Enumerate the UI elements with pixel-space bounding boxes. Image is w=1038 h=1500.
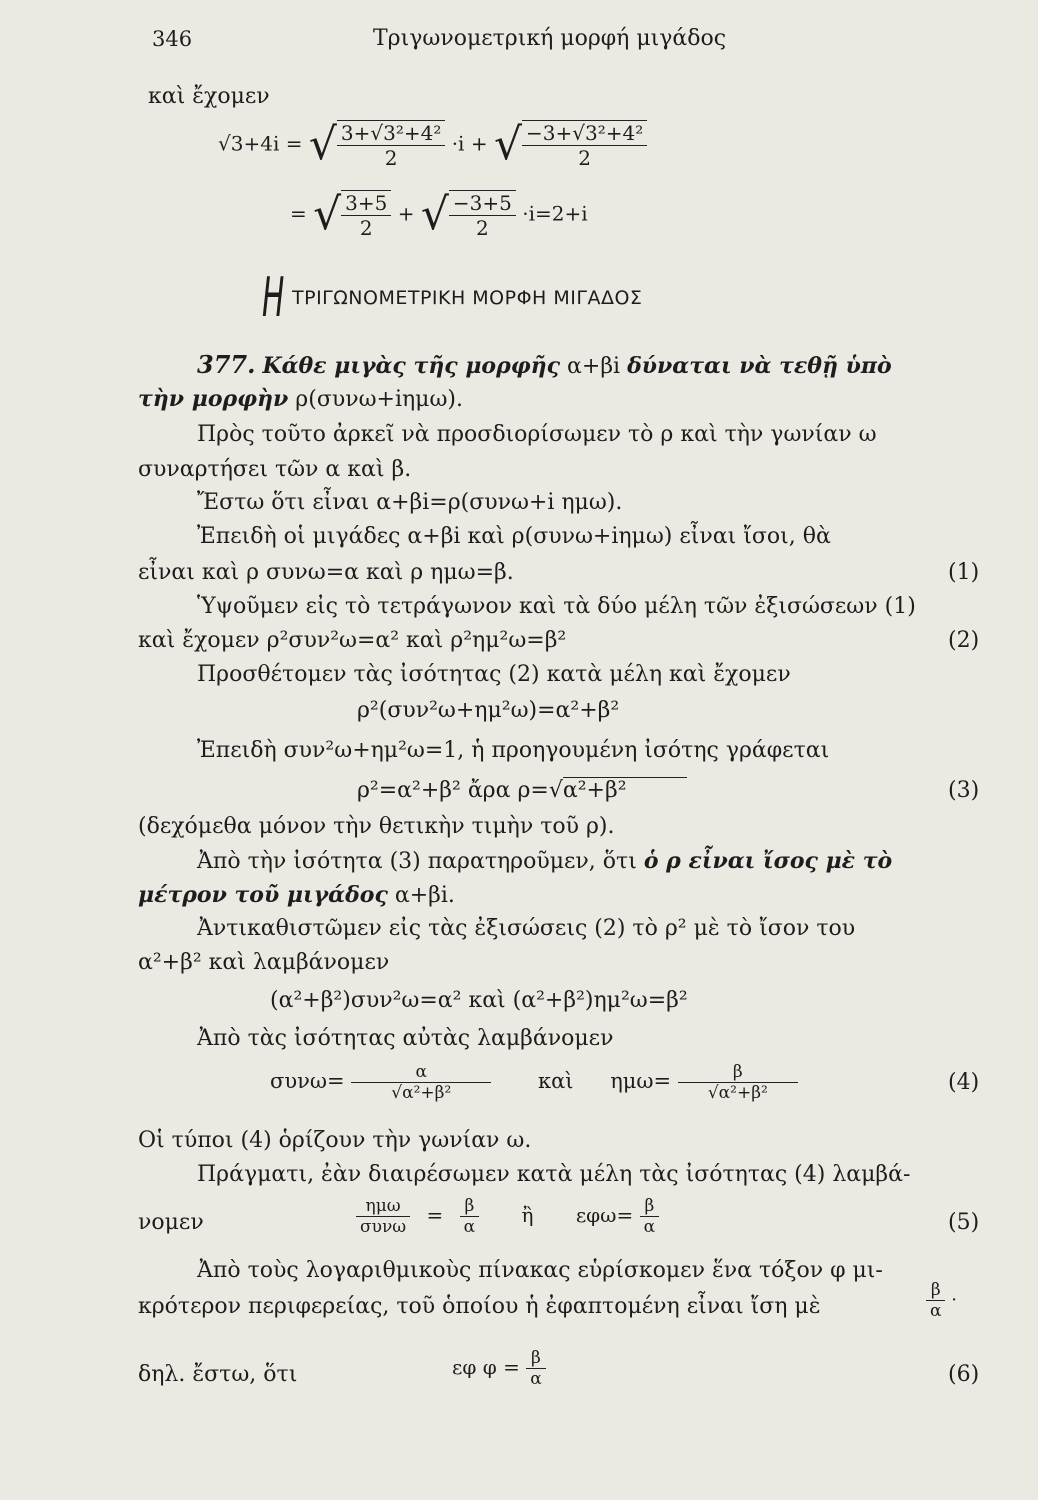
fraction: $\frac{-3+5}{2}$: [449, 191, 516, 240]
text-line: Ἀπὸ τὴν ἰσότητα (3) παρατηροῦμεν, ὅτι ὁ ρ εἶναι ἴσος μὲ τὸ: [197, 848, 893, 874]
text-line: μέτρον τοῦ μιγάδος α+βi.: [138, 882, 455, 908]
running-title: Τριγωνομετρική μορφή μιγάδος: [373, 26, 727, 51]
text-line: Ἀπὸ τοὺς λογαριθμικοὺς πίνακας εὑρίσκομεν ἕνα τόξον φ μι-: [197, 1258, 883, 1283]
fraction: $\frac{\beta}{\alpha}$: [460, 1196, 479, 1237]
equation-number: (4): [948, 1070, 980, 1095]
text-line: (δεχόμεθα μόνον τὴν θετικὴν τιμὴν τοῦ ρ).: [138, 814, 615, 839]
fraction: $\frac{3+5}{2}$: [341, 191, 391, 240]
formula-sqrt-3-4i: √3+4i = √ $\frac{\text{3+√3²+4²}}{2}$ ·i + √ $\frac{\text{−3+√3²+4²}}{2}$: [218, 120, 647, 170]
fraction: $\frac{\beta}{\alpha}$: [640, 1196, 659, 1237]
text-line: Ἀπὸ τὰς ἰσότητας αὐτὰς λαμβάνομεν: [197, 1026, 614, 1051]
formula-4: συνω= $\frac{\alpha}{\text{√α²+β²}}$ καὶ ημω= $\frac{\beta}{\text{√α²+β²}}$: [270, 1062, 798, 1103]
equation-line: ρ²(συν²ω+ημ²ω)=α²+β²: [357, 698, 620, 723]
fraction: $\frac{\text{−3+√3²+4²}}{2}$: [522, 121, 647, 170]
equation-rho: ρ²=α²+β² ἄρα ρ=√α²+β²: [357, 776, 687, 806]
equation-number: (2): [948, 628, 980, 653]
text-line: Ἔστω ὅτι εἶναι α+βi=ρ(συνω+i ημω).: [197, 490, 623, 515]
text-line: Πρὸς τοῦτο ἀρκεῖ νὰ προσδιορίσωμεν τὸ ρ καὶ τὴν γωνίαν ω: [197, 422, 877, 447]
equation-line: καὶ ἔχομεν ρ²συν²ω=α² καὶ ρ²ημ²ω=β²: [138, 628, 567, 653]
paragraph-377-line2: τὴν μορφὴν ρ(συνω+iημω).: [138, 386, 463, 412]
text-line: Ἐπειδὴ οἱ μιγάδες α+βi καὶ ρ(συνω+iημω) εἶναι ἴσοι, θὰ: [197, 524, 831, 549]
equation-number: (6): [948, 1362, 980, 1387]
text-line: δηλ. ἔστω, ὅτι: [138, 1362, 298, 1387]
fraction: $\frac{\text{ημω}}{\text{συνω}}$: [356, 1196, 410, 1237]
text-line: Ὑψοῦμεν εἰς τὸ τετράγωνον καὶ τὰ δύο μέλη τῶν ἐξισώσεων (1): [197, 594, 916, 619]
fraction-inline: $\frac{\beta}{\alpha}$ ·: [926, 1280, 957, 1321]
text-line: νομεν: [138, 1210, 204, 1235]
text-line: κρότερον περιφερείας, τοῦ ὁποίου ἡ ἐφαπτομένη εἶναι ἴση μὲ: [138, 1294, 821, 1319]
equation-number: (5): [948, 1210, 980, 1235]
fraction: $\frac{\beta}{\text{√α²+β²}}$: [678, 1062, 798, 1103]
text-line: α²+β² καὶ λαμβάνομεν: [138, 950, 390, 975]
paragraph-number: 377.: [197, 350, 256, 379]
section-title: ΤΡΙΓΩΝΟΜΕΤΡΙΚΗ ΜΟΡΦΗ ΜΙΓΑΔΟΣ: [292, 287, 643, 309]
formula-lhs: √3+4i =: [218, 131, 303, 156]
formula-5: $\frac{\text{ημω}}{\text{συνω}}$ = $\frac{\beta}{\alpha}$ ἢ εφω= $\frac{\beta}{\alpha}$: [356, 1196, 659, 1237]
paragraph-377-line1: 377. Κάθε μιγὰς τῆς μορφῆς α+βi δύναται νὰ τεθῇ ὑπὸ: [197, 350, 892, 379]
text-line: συναρτήσει τῶν α καὶ β.: [138, 457, 412, 482]
fraction: $\frac{\text{3+√3²+4²}}{2}$: [337, 121, 445, 170]
text-line: Πράγματι, ἐὰν διαιρέσωμεν κατὰ μέλη τὰς ἰσότητας (4) λαμβά-: [197, 1162, 911, 1187]
formula-result: = √ $\frac{3+5}{2}$ + √ $\frac{-3+5}{2}$ ·i=2+i: [290, 189, 588, 240]
text-line: Οἱ τύποι (4) ὁρίζουν τὴν γωνίαν ω.: [138, 1128, 532, 1153]
equation-number: (3): [948, 778, 980, 803]
equation-number: (1): [948, 560, 980, 585]
equation-line: εἶναι καὶ ρ συνω=α καὶ ρ ημω=β.: [138, 560, 514, 585]
section-mark: Η: [262, 266, 285, 329]
formula-6: εφ φ = $\frac{\beta}{\alpha}$: [452, 1348, 546, 1389]
intro-text: καὶ ἔχομεν: [148, 84, 270, 109]
fraction: $\frac{\beta}{\alpha}$: [526, 1348, 545, 1389]
text-line: Ἀντικαθιστῶμεν εἰς τὰς ἐξισώσεις (2) τὸ ρ² μὲ τὸ ἴσον του: [197, 916, 856, 941]
equation-line: (α²+β²)συν²ω=α² καὶ (α²+β²)ημ²ω=β²: [270, 988, 688, 1013]
text-line: Ἐπειδὴ συν²ω+ημ²ω=1, ἡ προηγουμένη ἰσότης γράφεται: [197, 738, 830, 763]
page-number: 346: [152, 27, 193, 51]
fraction: $\frac{\alpha}{\text{√α²+β²}}$: [351, 1062, 491, 1103]
text-line: Προσθέτομεν τὰς ἰσότητας (2) κατὰ μέλη καὶ ἔχομεν: [197, 662, 791, 687]
